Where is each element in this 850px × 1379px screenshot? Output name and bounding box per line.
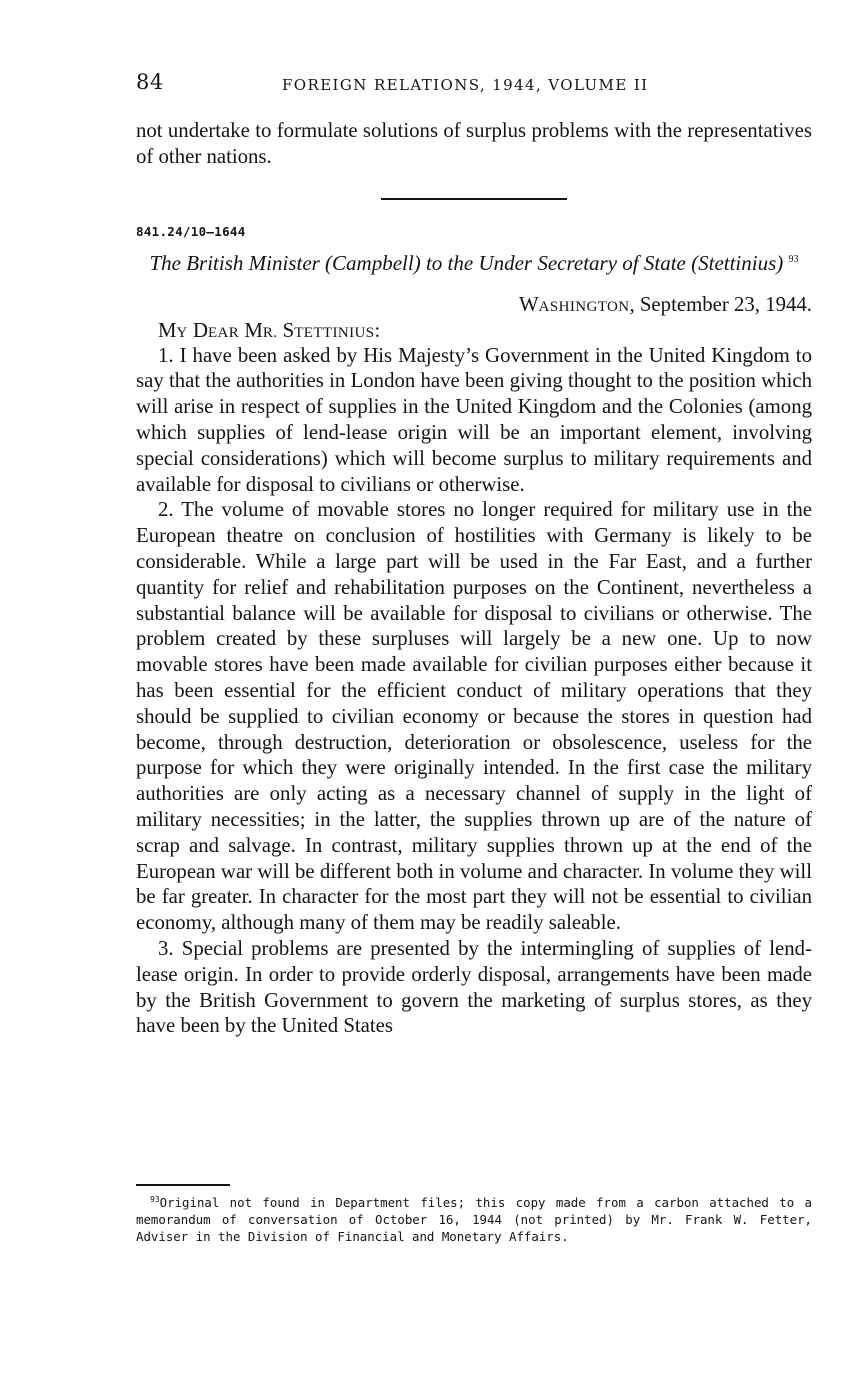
running-head — [136, 66, 812, 102]
file-reference: 841.24/10–1644 — [136, 223, 246, 239]
footnote-marker: 93 — [150, 1194, 160, 1204]
footnote-reference: 93 — [788, 253, 799, 265]
paragraph-3: 3. Special problems are presented by the intermingling of supplies of lend-lease origin. In order to provide orderly disposal, arrangements have been made by the British Government to govern the marketing of surplus stores, as they have been by the United States — [136, 936, 812, 1038]
document-title — [136, 251, 812, 276]
section-divider — [381, 198, 567, 200]
dateline-place-rest: ASHINGTON — [538, 298, 630, 315]
dateline-place — [519, 293, 629, 316]
continuation-paragraph: not undertake to formulate solutions of surplus problems with the representatives of other nations. — [136, 119, 812, 168]
footnote — [136, 1194, 812, 1245]
dateline — [136, 293, 812, 317]
paragraph-1: 1. I have been asked by His Majesty’s Government in the United Kingdom to say that the authorities in London have been giving thought to the position which will arise in respect of supplies in the United Kingdom and the Colonies (among which supplies of lend-lease origin will be an important element, involving special considerations) which will become surplus to military requirements and available for disposal to civilians or otherwise. — [136, 343, 812, 496]
paragraph-2: 2. The volume of movable stores no longer required for military use in the European theatre on conclusion of hostilities with Germany is likely to be considerable. While a large part will be used in the Far East, and a further quantity for relief and rehabilitation purposes on the Continent, nevertheless a substantial balance will be available for disposal to civilians or otherwise. The problem created by these surpluses will largely be a new one. Up to now movable stores have been made available for civilian purposes either because it has been essential for the efficient conduct of military operations that they should be supplied to civilian economy or because the stores in question had become, through destruction, deterioration or obsolescence, useless for the purpose for which they were originally intended. In the first case the military authorities are only acting as a necessary channel of supply in the light of military necessities; in the latter, the supplies thrown up are of the nature of scrap and salvage. In contrast, military supplies thrown up at the end of the European war will be different both in volume and character. In volume they will be far greater. In character for the most part they will not be essential to civilian economy, although many of them may be readily saleable. — [136, 498, 812, 935]
salutation: MY DEAR MR. STETTINIUS: — [158, 318, 381, 342]
dateline-date: , September 23, 1944. — [629, 292, 812, 316]
footnote-text: Original not found in Department files; this copy made from a carbon attached to a memorandum of conversation of October 16, 1944 (not printed) by Mr. Frank W. Fetter, Adviser in the Division of Financial and Monetary Affairs. — [136, 1195, 812, 1244]
footnote-rule — [136, 1184, 230, 1186]
document-title-text: The British Minister (Campbell) to the Under Secretary of State (Stettinius) — [149, 250, 784, 275]
page-number: 84 — [136, 70, 164, 94]
running-title: FOREIGN RELATIONS, 1944, VOLUME II — [282, 76, 649, 94]
dateline-place-initial: W — [519, 292, 539, 316]
document-page — [136, 66, 812, 1039]
